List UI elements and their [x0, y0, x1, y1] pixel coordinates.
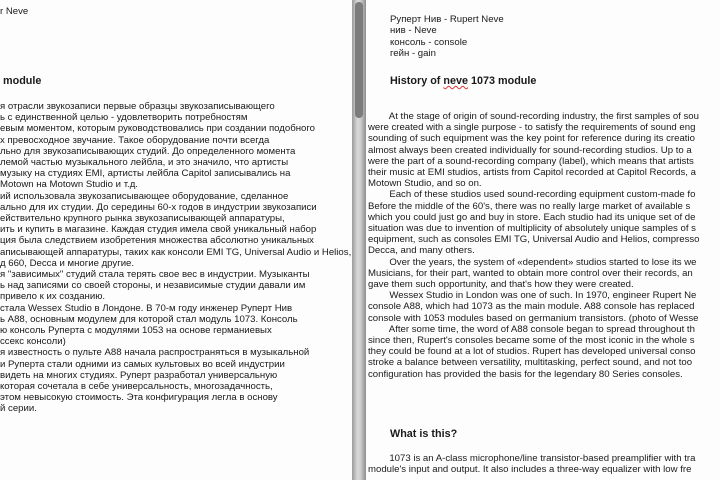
header-line: r Neve: [0, 6, 29, 17]
title-prefix: History of: [390, 75, 444, 87]
body-line: console with 1053 modules based on germanium transistors. (photo of Wesse: [368, 312, 699, 324]
body-line: Wessex Studio in London was one of such. In 1970, engineer Rupert Ne: [368, 290, 697, 302]
body-line: At the stage of origin of sound-recording industry, the first samples of sou: [368, 111, 699, 122]
body-line: Musicians, for their part, wanted to obtain more control over their records, an: [368, 267, 693, 279]
glossary-item: консоль - console: [390, 36, 468, 48]
body-line: console A88, which had 1073 as the main module. A88 console has replaced: [368, 301, 695, 313]
body-line: Motown на Motown Studio и т.д.: [0, 179, 138, 191]
misspelled-word: neve: [443, 75, 468, 87]
body-line: 1073 is an A-class microphone/line transistor-based preamplifier with tra: [368, 453, 696, 464]
glossary-item: Руперт Нив - Rupert Neve: [390, 14, 504, 25]
left-body-text: [0, 101, 351, 415]
body-line: equipment, such as consoles EMI TG, Universal Audio and Helios, compresso: [368, 234, 700, 246]
title-suffix: 1073 module: [468, 75, 537, 87]
body-line: ействительно крупного рынка звукозаписывающей аппаратуры,: [0, 213, 285, 225]
right-document-page: [366, 0, 720, 480]
body-line: ь с единственной целью - удовлетворить потребностям: [0, 112, 248, 124]
glossary-list: [390, 14, 504, 60]
body-line: ссекс консоли): [0, 336, 66, 348]
left-header-text: [0, 6, 28, 17]
body-line: which you could just go and buy in store. Each studio had its unique set of de: [368, 211, 696, 223]
body-line: Motown Studio, and so on.: [368, 178, 482, 190]
right-section-title: [390, 75, 536, 87]
body-line: стала Wessex Studio в Лондоне. В 70-м году инженер Руперт Нив: [0, 302, 293, 314]
body-line: ий использовала звукозаписывающее оборудование, сделанное: [0, 190, 289, 202]
body-line: stroke a balance between versatility, multitasking, perfect sound, and not too: [368, 357, 693, 369]
body-line: я известность о пульте A88 начала распространяться в музыкальной: [0, 347, 310, 359]
left-section-title: module: [0, 75, 42, 87]
body-line: и Руперта стали одними из самых культовых во всей индустрии: [0, 358, 285, 370]
left-document-page: [0, 0, 352, 480]
body-line: видеть на многих студиях. Руперт разработал универсальную: [0, 369, 278, 381]
body-line: were the part of a sound-recording company (label), which means that artists: [368, 155, 694, 167]
body-line: ь A88, основным модулем для которой стал модуль 1073. Консоль: [0, 313, 298, 325]
right-body-text: [368, 111, 700, 380]
body-line: х превосходное звучание. Такое оборудование почти всегда: [0, 134, 270, 146]
body-line: module's input and output. It also includes a three-way equalizer with low fre: [368, 464, 692, 476]
body-line: Each of these studios used sound-recording equipment custom-made fo: [368, 189, 696, 201]
body-line: After some time, the word of A88 console began to spread throughout th: [368, 323, 695, 335]
body-line: д 660, Decca и многие другие.: [0, 257, 135, 269]
body-line: привело к их созданию.: [0, 291, 106, 303]
body-line: аписывающей аппаратуры, таких как консоли EMI TG, Universal Audio и Helios,: [0, 246, 352, 258]
body-line: ально для их студии. До середины 60-х годов в индустрии звукозаписи: [0, 201, 317, 213]
body-line: almost always been created individually for sound-recording studios. Up to a: [368, 144, 692, 156]
body-line: которая сочетала в себе универсальность, многозадачность,: [0, 381, 273, 393]
body-line: лемой частью музыкального лейбла, и это значило, что артисты: [0, 157, 289, 169]
body-line: sounding of such equipment was the key point for reference during its creatio: [368, 133, 695, 145]
glossary-item: гейн - gain: [390, 48, 436, 60]
right-body-text-2: [368, 453, 695, 475]
body-line: льно для звукозаписывающих студий. До определенного момента: [0, 145, 296, 157]
body-line: Before the middle of the 60's, there was no really large market of available s: [368, 200, 691, 212]
body-line: этом невысокую стоимость. Эта конфигурация легла в основу: [0, 392, 278, 404]
body-line: Decca, and many others.: [368, 245, 475, 257]
body-line: ю консоль Руперта с модулями 1053 на основе германиевых: [0, 325, 272, 337]
body-line: were created with a single purpose - to satisfy the requirements of sound eng: [368, 122, 696, 134]
body-line: ить и купить в магазине. Каждая студия имела свой уникальный набор: [0, 224, 317, 236]
body-line: ция была следствием изобретения множества абсолютно уникальных: [0, 235, 314, 247]
scrollbar-thumb[interactable]: [355, 2, 363, 118]
what-is-this-heading: What is this?: [390, 428, 458, 440]
body-line: я отрасли звукозаписи первые образцы звукозаписывающего: [0, 101, 275, 112]
body-line: they could be found at a lot of studios. Rupert has developed universal conso: [368, 346, 696, 358]
body-line: their music at EMI studios, artists from Capitol recorded at Capitol Records, a: [368, 167, 696, 179]
body-line: since then, Rupert's consoles became some of the most iconic in the whole s: [368, 335, 695, 347]
body-line: я "зависимых" студий стала терять свое вес в индустрии. Музыканты: [0, 269, 310, 281]
body-line: situation was due to invention of multiplicity of absolutely unique samples of s: [368, 223, 696, 235]
body-line: евым моментом, которым руководствовались при создании подобного: [0, 123, 315, 135]
body-line: gave them such opportunity, and that's how they were created.: [368, 279, 634, 291]
body-line: музыку на студиях EMI, артисты лейбла Capitol записывались на: [0, 168, 291, 180]
glossary-item: нив - Neve: [390, 25, 437, 37]
body-line: й серии.: [0, 403, 37, 415]
body-line: ь над записями со своей стороны, и независимые студии давали им: [0, 280, 306, 292]
body-line: configuration has provided the basis for the legendary 80 Series consoles.: [368, 368, 683, 380]
body-line: Over the years, the system of «dependent» studios started to lose its we: [368, 256, 697, 268]
